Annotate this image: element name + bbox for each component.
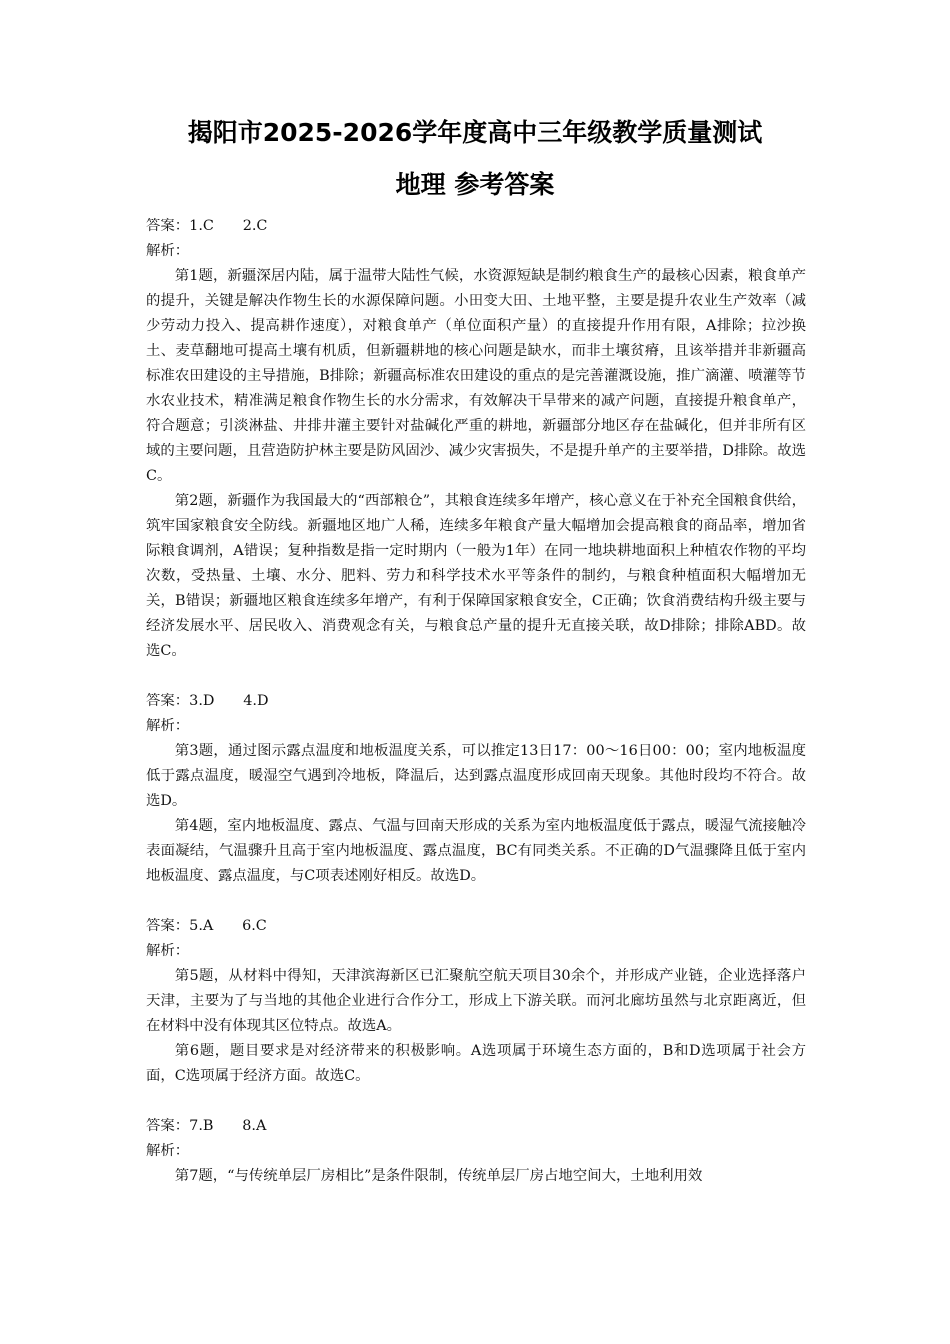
- answer-line: 答案：7.B 8.A: [146, 1118, 267, 1134]
- analysis-label: 解析：: [146, 1143, 190, 1159]
- answer-line: 答案：5.A 6.C: [146, 918, 267, 934]
- analysis-paragraph: 第2题，新疆作为我国最大的“西部粮仓”，其粮食连续多年增产，核心意义在于补充全国粮食供给，筑牢国家粮食安全防线。新疆地区地广人稀，连续多年粮食产量大幅增加会提高粮食的商品率，增加省际粮食调剂，A错误；复种指数是指一定时期内（一般为1年）在同一地块耕地面积上种植农作物的平均次数，受热量、土壤、水分、肥料、劳力和科学技术水平等条件的制约，与粮食种植面积大幅增加无关，B错误；新疆地区粮食连续多年增产，有利于保障国家粮食安全，C正确；饮食消费结构升级主要与经济发展水平、居民收入、消费观念有关，与粮食总产量的提升无直接关联，故D排除；排除ABD。故选C。: [146, 493, 806, 659]
- analysis-paragraph: 第7题，“与传统单层厂房相比”是条件限制，传统单层厂房占地空间大，土地利用效: [174, 1168, 703, 1184]
- analysis-paragraph: 第5题，从材料中得知，天津滨海新区已汇聚航空航天项目30余个，并形成产业链，企业选择落户天津，主要为了与当地的其他企业进行合作分工，形成上下游关联。而河北廊坊虽然与北京距离近，但在材料中没有体现其区位特点。故选A。: [146, 968, 806, 1034]
- section-gap: [146, 664, 806, 689]
- document-title: 揭阳市2025-2026学年度高中三年级教学质量测试: [187, 118, 763, 147]
- analysis-paragraph: 第4题，室内地板温度、露点、气温与回南天形成的关系为室内地板温度低于露点，暖湿气流接触冷表面凝结，气温骤升且高于室内地板温度、露点温度，BC有同类关系。不正确的D气温骤降且低于室内地板温度、露点温度，与C项表述刚好相反。故选D。: [146, 818, 806, 884]
- analysis-label: 解析：: [146, 243, 190, 259]
- section-gap: [146, 1089, 806, 1114]
- document-subtitle: 地理 参考答案: [395, 170, 555, 199]
- analysis-label: 解析：: [146, 943, 190, 959]
- section-gap: [146, 889, 806, 914]
- analysis-paragraph: 第6题，题目要求是对经济带来的积极影响。A选项属于环境生态方面的，B和D选项属于社会方面，C选项属于经济方面。故选C。: [146, 1043, 806, 1084]
- analysis-paragraph: 第3题，通过图示露点温度和地板温度关系，可以推定13日17：00～16日00：00；室内地板温度低于露点温度，暖湿空气遇到冷地板，降温后，达到露点温度形成回南天现象。其他时段均不符合。故选D。: [146, 743, 806, 809]
- analysis-label: 解析：: [146, 718, 190, 734]
- answer-line: 答案：3.D 4.D: [146, 693, 269, 709]
- analysis-paragraph: 第1题，新疆深居内陆，属于温带大陆性气候，水资源短缺是制约粮食生产的最核心因素，粮食单产的提升，关键是解决作物生长的水源保障问题。小田变大田、土地平整，主要是提升农业生产效率（减少劳动力投入、提高耕作速度），对粮食单产（单位面积产量）的直接提升作用有限，A排除；拉沙换土、麦草翻地可提高土壤有机质，但新疆耕地的核心问题是缺水，而非土壤贫瘠，且该举措并非新疆高标准农田建设的主导措施，B排除；新疆高标准农田建设的重点的是完善灌溉设施，推广滴灌、喷灌等节水农业技术，精准满足粮食作物生长的水分需求，有效解决干旱带来的减产问题，直接提升粮食单产，符合题意；引淡淋盐、井排井灌主要针对盐碱化严重的耕地，新疆部分地区存在盐碱化，但并非所有区域的主要问题，且营造防护林主要是防风固沙、减少灾害损失，不是提升单产的主要举措，D排除。故选C。: [146, 268, 806, 484]
- answer-content: [146, 214, 806, 1189]
- answer-line: 答案：1.C 2.C: [146, 218, 268, 234]
